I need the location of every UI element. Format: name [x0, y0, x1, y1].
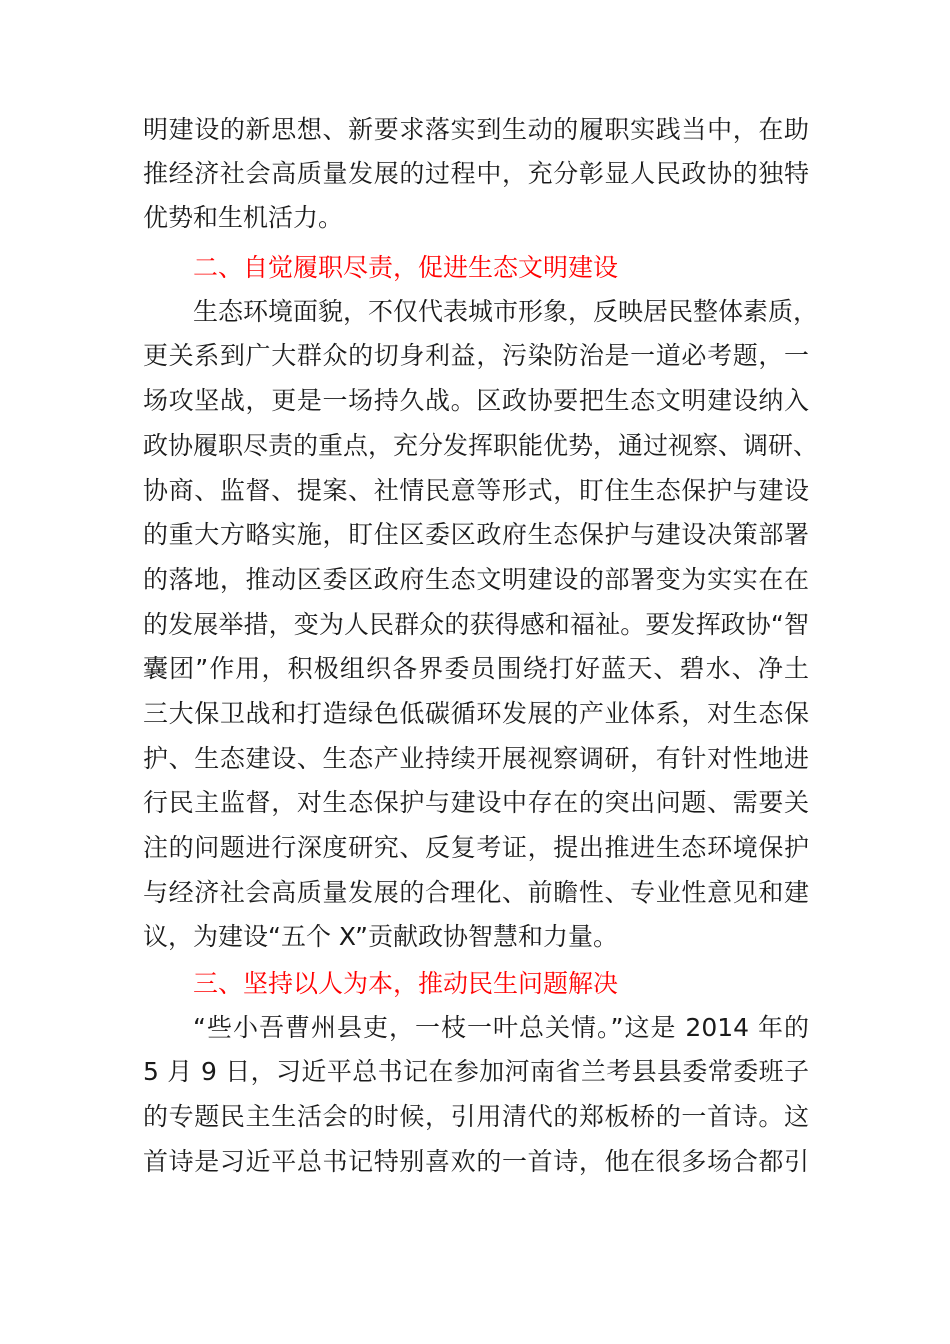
paragraph-line: 场攻坚战，更是一场持久战。区政协要把生态文明建设纳入 [143, 386, 809, 415]
paragraph-line: 的专题民主生活会的时候，引用清代的郑板桥的一首诗。这 [143, 1102, 809, 1131]
paragraph-line: 与经济社会高质量发展的合理化、前瞻性、专业性意见和建 [143, 878, 809, 907]
paragraph-line: 的落地，推动区委区政府生态文明建设的部署变为实实在在 [143, 565, 809, 594]
paragraph-line: 更关系到广大群众的切身利益，污染防治是一道必考题，一 [143, 341, 809, 370]
paragraph-line: 三大保卫战和打造绿色低碳循环发展的产业体系，对生态保 [143, 699, 809, 728]
intro-line: 优势和生机活力。 [143, 203, 344, 232]
paragraph-line: 政协履职尽责的重点，充分发挥职能优势，通过视察、调研、 [143, 431, 819, 460]
intro-line: 推经济社会高质量发展的过程中，充分彰显人民政协的独特 [143, 159, 809, 188]
paragraph-line: 议，为建设“五个 X”贡献政协智慧和力量。 [143, 922, 618, 951]
section-heading: 三、坚持以人为本，推动民生问题解决 [193, 969, 619, 998]
paragraph-line: 囊团”作用，积极组织各界委员围绕打好蓝天、碧水、净土 [143, 654, 809, 683]
paragraph-line: 行民主监督，对生态保护与建设中存在的突出问题、需要关 [143, 788, 809, 817]
paragraph-line: 5 月 9 日，习近平总书记在参加河南省兰考县县委常委班子 [143, 1057, 809, 1086]
paragraph-line: 协商、监督、提案、社情民意等形式，盯住生态保护与建设 [143, 476, 809, 505]
paragraph-line: “些小吾曹州县吏，一枝一叶总关情。”这是 2014 年的 [193, 1013, 809, 1042]
paragraph-line: 注的问题进行深度研究、反复考证，提出推进生态环境保护 [143, 833, 809, 862]
paragraph-line: 的重大方略实施，盯住区委区政府生态保护与建设决策部署 [143, 520, 809, 549]
paragraph-line: 首诗是习近平总书记特别喜欢的一首诗，他在很多场合都引 [143, 1147, 809, 1176]
intro-line: 明建设的新思想、新要求落实到生动的履职实践当中，在助 [143, 115, 809, 144]
section-heading: 二、自觉履职尽责，促进生态文明建设 [193, 253, 619, 282]
paragraph-line: 生态环境面貌，不仅代表城市形象，反映居民整体素质， [193, 297, 819, 326]
paragraph-line: 的发展举措，变为人民群众的获得感和福祉。要发挥政协“智 [143, 610, 809, 639]
paragraph-line: 护、生态建设、生态产业持续开展视察调研，有针对性地进 [143, 744, 809, 773]
